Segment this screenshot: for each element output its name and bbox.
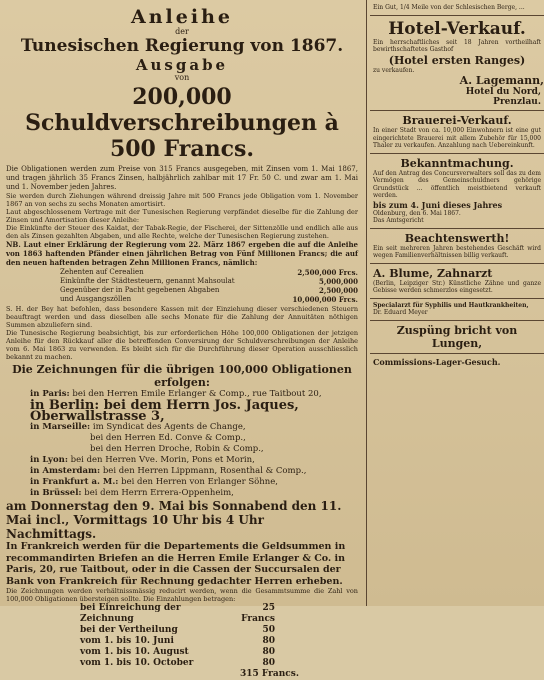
place-text: bei den Herren von Erlanger Söhne, xyxy=(121,477,278,487)
subscription-place xyxy=(0,477,364,488)
hotel-owner: A. Lagemann, xyxy=(459,74,544,87)
subscription-dates: am Donnerstag den 9. Mai bis Sonnabend den 11. Mai incl., Vormittags 10 Uhr bis 4 Uhr Nachmittags. xyxy=(6,499,342,541)
payment-row xyxy=(0,603,364,625)
paragraph-price: Die Obligationen werden zum Preise von 315 Francs ausgegeben, mit Zinsen vom 1. Mai 1867, und tragen jährlich 35 Francs Zinsen, halbjährlich zahlbar mit 17 Fr. 50 C. und zwar am 1. Mai und 1. November jeden Jahres. xyxy=(6,165,358,191)
subscription-place xyxy=(0,433,364,444)
specialist-name: Dr. Eduard Meyer xyxy=(373,309,428,316)
place-text: bei den Herren Lippmann, Rosenthal & Comp., xyxy=(102,466,307,476)
divider xyxy=(370,153,544,154)
payment-value: 80 xyxy=(262,636,275,646)
dentist-name: A. Blume, Zahnarzt xyxy=(373,266,493,280)
subscription-place xyxy=(0,422,364,433)
revenue-label: und Ausgangszöllen xyxy=(60,295,132,303)
place-text: bei den Herren Droche, Robin & Comp., xyxy=(90,444,264,454)
notice-deadline: bis zum 4. Juni dieses Jahres xyxy=(373,199,503,210)
divider xyxy=(370,298,544,299)
subscription-heading: Die Zeichnungen für die übrigen 100,000 Obligationen erfolgen: xyxy=(12,363,352,389)
specialist-title: Specialarzt für Syphilis und Hautkrankheiten, xyxy=(373,301,529,309)
notice-title: Bekanntmachung. xyxy=(400,156,514,170)
paragraph-revenues: Die Einkünfte der Steuer des Kaidat, der Tabak-Regie, der Fischerei, der Sittenzölle und endlich alle aus den als Zinsen gezahlten Abgaben, und alle Rechte, welche der Tunesischen Regierung zustehen. xyxy=(6,224,358,240)
lungs-title: Zuspüng bricht von Lungen, xyxy=(396,323,518,350)
payment-label: vom 1. bis 10. August xyxy=(80,647,189,657)
revenue-value: 5,000,000 xyxy=(319,277,358,286)
notice-court: Das Amtsgericht xyxy=(373,217,424,224)
classified-column xyxy=(370,0,544,606)
paragraph-reduction: Die Zeichnungen werden verhältnissmässig reducirt werden, wenn die Gesammtsumme die Zahl von 100,000 Obligationen übersteigen sollte. Die Einzahlungen betragen: xyxy=(6,587,358,603)
revenue-value: 2,500,000 xyxy=(319,286,358,295)
place-text: bei den Herren Ed. Conve & Comp., xyxy=(90,433,246,443)
brewery-title: Brauerei-Verkauf. xyxy=(402,114,512,127)
divider xyxy=(370,320,544,321)
divider xyxy=(370,110,544,111)
paragraph-contract: Laut abgeschlossenem Vertrage mit der Tunesischen Regierung verpfändet dieselbe für die Zahlung der Zinsen und Amortisation dieser Anleihe: xyxy=(6,208,358,224)
payment-table xyxy=(0,603,364,680)
payment-value: 80 xyxy=(262,658,275,668)
payment-value: 80 xyxy=(262,647,275,657)
place-city: in Berlin: xyxy=(30,398,100,413)
revenue-value: 10,000,000 Frcs. xyxy=(292,295,358,304)
notice-text: Auf den Antrag des Concursverwalters soll das zu dem Vermögen des Gemeinschuldners gehörige Grundstück ... öffentlich meistbietend verkauft werden. xyxy=(373,169,541,199)
subscription-places xyxy=(0,389,364,499)
paragraph-conversion: Die Tunesische Regierung beabsichtigt, bis zur erforderlichen Höhe 100,000 Obligationen der jetzigen Anleihe für den Rückkauf aller die betreffenden Conversirung der Schuldverschreibungen der Anleihe vom 6. Mai 1863 zu verwenden. Es bleibt sich für die Durchführung dieser Operation ausschliesslich bekannt zu machen. xyxy=(6,329,358,361)
payment-label: vom 1. bis 10. October xyxy=(80,658,194,668)
hotel-name: Hotel du Nord, xyxy=(465,87,541,97)
place-city: in Lyon: xyxy=(30,455,68,465)
place-city: in Amsterdam: xyxy=(30,466,101,476)
ad-amount: 200,000 Schuldverschreibungen à 500 Francs. xyxy=(25,84,339,162)
place-city: in Paris: xyxy=(30,389,70,399)
column-divider xyxy=(366,0,367,606)
payment-total: 315 Francs. xyxy=(240,669,299,679)
place-text: bei den Herren Emile Erlanger & Comp., rue Taitbout 20, xyxy=(72,389,322,399)
paragraph-nb: NB. Laut einer Erklärung der Regierung vom 22. März 1867 ergeben die auf die Anleihe von 1863 haftenden Pfänder einen jährlichen Betrag von Fünf Millionen Francs; die auf den neuen haftenden betragen Zehn Millionen Francs, nämlich: xyxy=(6,240,358,267)
commission-title: Commissions-Lager-Gesuch. xyxy=(373,356,501,367)
place-city: in Brüssel: xyxy=(30,488,82,498)
divider xyxy=(370,15,544,16)
brewery-text: In einer Stadt von ca. 10,000 Einwohnern ist eine gut eingerichtete Brauerei mit allem Zubehör für 15,000 Thaler zu verkaufen. Anzahlung nach Uebereinkunft. xyxy=(373,127,541,149)
hotel-text2: zu verkaufen. xyxy=(373,66,415,74)
payment-row xyxy=(0,647,364,658)
subscription-place xyxy=(0,400,364,422)
notice-place: Oldenburg, den 6. Mai 1867. xyxy=(373,209,461,217)
payment-label: bei der Vertheilung xyxy=(80,625,178,635)
revenue-table xyxy=(0,268,364,304)
dentist-text: (Berlin, Leipziger Str.) Künstliche Zähne und ganze Gebisse werden schmerzlos eingesetzt. xyxy=(373,279,541,294)
divider xyxy=(370,353,544,354)
place-text: bei den Herren Vve. Morin, Pons et Morin, xyxy=(70,455,255,465)
revenue-label: Einkünfte der Städtesteuern, genannt Mahsoulat xyxy=(60,277,235,285)
place-text: bei dem Herrn Jos. Jaques, Oberwallstrasse 3, xyxy=(30,398,299,424)
estate-ad: Ein Gut, 1/4 Meile von der Schlesischen Berge, ... xyxy=(373,4,525,11)
payment-label: vom 1. bis 10. Juni xyxy=(80,636,174,646)
paragraph-france: In Frankreich werden für die Departements die Geldsummen in recommandirten Briefen an die Herren Emile Erlanger & Co. in Paris, 20, rue Taitbout, oder in die Cassen der Succursalen der Bank von Frankreich für Rechnung gedachter Herren erheben. xyxy=(6,541,346,587)
note-text: Ein seit mehreren Jahren bestehendes Geschäft wird wegen Familienverhältnissen billig verkauft. xyxy=(373,244,541,259)
ad-ausgabe: Ausgabe xyxy=(135,56,229,74)
place-city: in Frankfurt a. M.: xyxy=(30,477,119,487)
paragraph-bey: S. H. der Bey hat befohlen, dass besondere Kassen mit der Einziehung dieser verschiedenen Steuern beauftragt werden und dass dieselben alle sechs Monate für die Zahlung der Annuitäten nöthigen Summen abzuliefern sind. xyxy=(6,305,358,329)
payment-row xyxy=(0,636,364,647)
place-city: in Marseille: xyxy=(30,422,91,432)
payment-value: 25 Francs xyxy=(241,603,275,624)
payment-row xyxy=(0,625,364,636)
subscription-place xyxy=(0,444,364,455)
revenue-row xyxy=(0,277,364,286)
ad-subtitle: Tunesischen Regierung von 1867. xyxy=(20,36,344,56)
ad-von: von xyxy=(174,73,190,82)
place-text: im Syndicat des Agents de Change, xyxy=(92,422,246,432)
note-title: Beachtenswerth! xyxy=(404,231,510,245)
hotel-text: Ein herrschaftliches seit 18 Jahren vortheilhaft bewirthschaftetes Gasthof xyxy=(373,38,541,53)
hotel-sub: (Hotel ersten Ranges) xyxy=(388,53,526,67)
revenue-row xyxy=(0,286,364,295)
divider xyxy=(370,263,544,264)
payment-label: bei Einreichung der Zeichnung xyxy=(80,603,181,624)
place-text: bei dem Herrn Errera-Oppenheim, xyxy=(84,488,234,498)
revenue-row xyxy=(0,268,364,277)
divider xyxy=(370,228,544,229)
revenue-value: 2,500,000 Frcs. xyxy=(297,268,358,277)
subscription-place xyxy=(0,466,364,477)
revenue-label: Zehenten auf Cerealien xyxy=(60,268,144,276)
hotel-city: Prenzlau. xyxy=(493,97,541,107)
revenue-row xyxy=(0,295,364,304)
payment-row xyxy=(0,658,364,669)
paragraph-amortisation: Sie werden durch Ziehungen während dreissig Jahre mit 500 Francs jede Obligation vom 1. November 1867 an von sechs zu sechs Monaten amortisirt. xyxy=(6,192,358,208)
revenue-label: Gegenüber der in Pacht gegebenen Abgaben xyxy=(60,286,220,294)
subscription-place xyxy=(0,488,364,499)
ad-der: der xyxy=(175,27,189,36)
hotel-title: Hotel-Verkauf. xyxy=(388,18,526,39)
ad-title: Anleihe xyxy=(131,6,233,28)
payment-value: 50 xyxy=(262,625,275,635)
subscription-place xyxy=(0,455,364,466)
